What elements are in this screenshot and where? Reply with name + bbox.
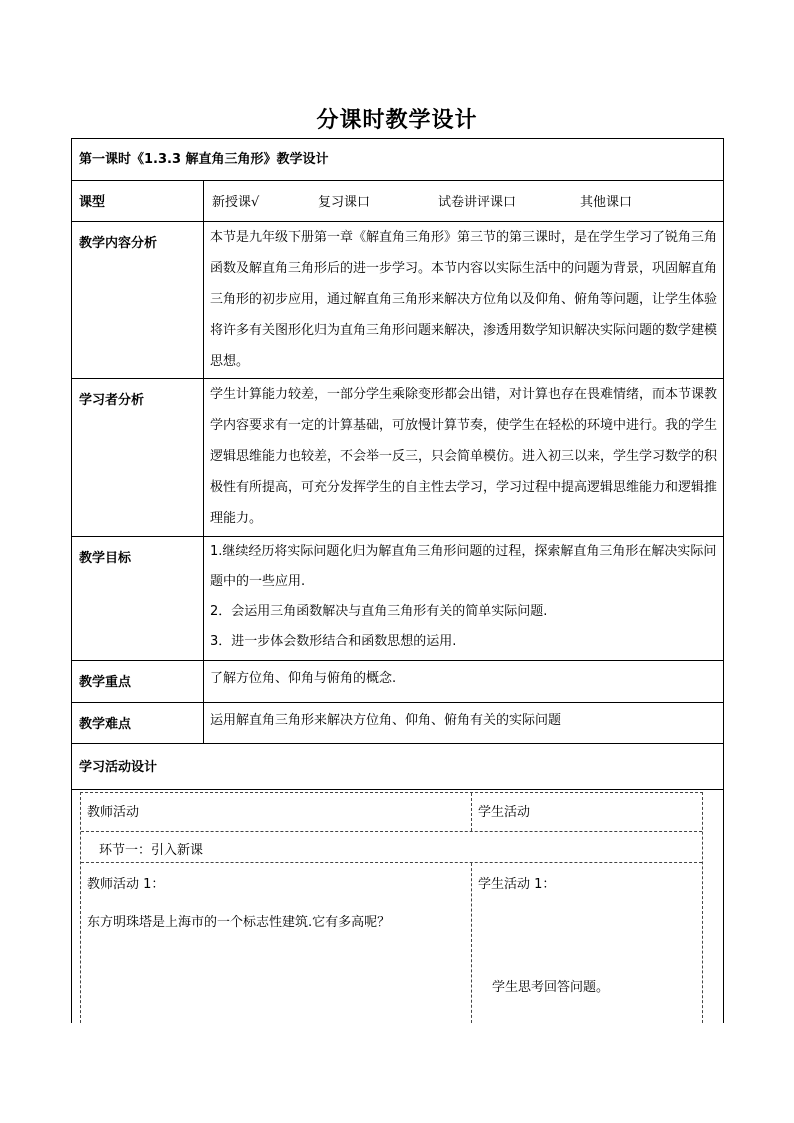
difficulties-label: 教学难点 <box>72 703 204 744</box>
goal-item: 1.继续经历将实际问题化归为解直角三角形问题的过程，探索解直角三角形在解决实际问题中的一些应用. <box>210 544 717 589</box>
activity-table <box>80 792 703 1023</box>
type-option-review: 复习课口 <box>318 195 371 210</box>
type-option-exam-review: 试卷讲评课口 <box>438 195 517 210</box>
activity-1-row <box>81 863 702 1023</box>
activity-header-row <box>81 793 702 832</box>
teacher-activity-1-label: 教师活动 1： <box>87 877 165 892</box>
lesson-plan-table <box>71 138 724 1023</box>
student-activity-header: 学生活动 <box>478 805 531 820</box>
teacher-activity-header: 教师活动 <box>81 793 472 831</box>
learner-analysis-label: 学习者分析 <box>72 379 204 537</box>
content-analysis-text: 本节是九年级下册第一章《解直角三角形》第三节的第三课时，是在学生学习了锐角三角函数及解直角三角形后的进一步学习。本节内容以实际生活中的问题为背景，巩固解直角三角形的初步应用，通过解直角三角形来解决方位角以及仰角、俯角等问题，让学生体验将许多有关图形化归为直角三角形问题来解决，渗透用数学知识解决实际问题的数学建模思想。 <box>204 222 724 379</box>
goals-label: 教学目标 <box>72 537 204 661</box>
lesson-title: 第一课时《1.3.3 解直角三角形》教学设计 <box>72 139 724 181</box>
learner-analysis-text: 学生计算能力较差，一部分学生乘除变形都会出错，对计算也存在畏难情绪，而本节课教学内容要求有一定的计算基础，可放慢计算节奏，使学生在轻松的环境中进行。我的学生逻辑思维能力也较差，不会举一反三，只会简单模仿。进入初三以来，学生学习数学的积极性有所提高，可充分发挥学生的自主性去学习，学习过程中提高逻辑思维能力和逻辑推理能力。 <box>204 379 724 537</box>
page-title: 分课时教学设计 <box>316 108 478 133</box>
activity-title: 学习活动设计 <box>72 744 724 790</box>
key-points-label: 教学重点 <box>72 661 204 703</box>
key-points-text: 了解方位角、仰角与俯角的概念. <box>204 661 724 703</box>
student-activity-1 <box>472 863 702 1023</box>
type-option-new: 新授课√ <box>212 195 260 210</box>
section-row <box>81 832 702 863</box>
student-activity-1-text: 学生思考回答问题。 <box>492 980 610 995</box>
type-options <box>204 181 724 222</box>
difficulties-text: 运用解直角三角形来解决方位角、仰角、俯角有关的实际问题 <box>204 703 724 744</box>
goal-item: 3．进一步体会数形结合和函数思想的运用. <box>210 634 457 649</box>
type-option-other: 其他课口 <box>580 195 633 210</box>
type-label: 课型 <box>72 181 204 222</box>
teacher-activity-1 <box>81 863 472 1023</box>
activity-section <box>72 790 724 1024</box>
student-activity-1-label: 学生活动 1： <box>478 877 556 892</box>
section-1-title: 环节一：引入新课 <box>99 843 204 858</box>
content-analysis-label: 教学内容分析 <box>72 222 204 379</box>
goal-item: 2．会运用三角函数解决与直角三角形有关的简单实际问题. <box>210 604 548 619</box>
goals-list <box>204 537 724 661</box>
teacher-activity-1-text: 东方明珠塔是上海市的一个标志性建筑.它有多高呢？ <box>87 915 391 930</box>
